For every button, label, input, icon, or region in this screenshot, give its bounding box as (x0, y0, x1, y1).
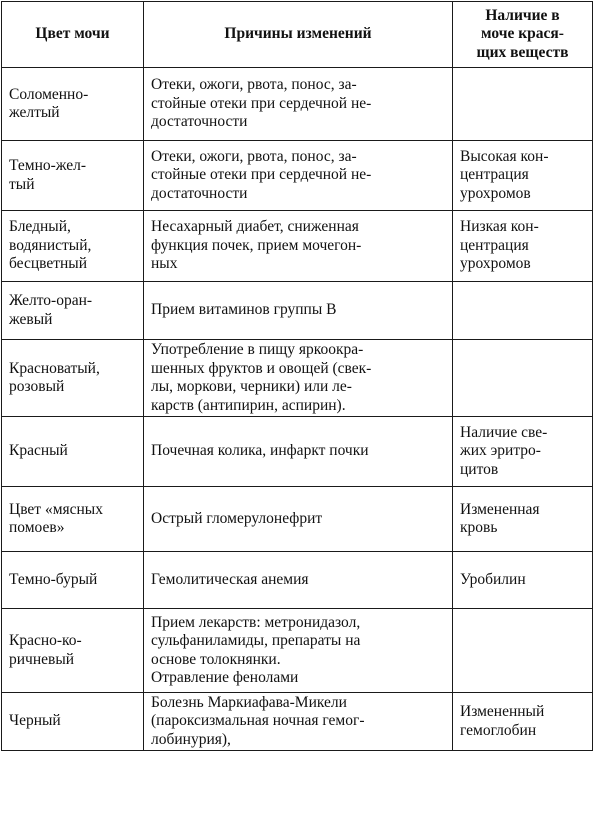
cell-substances-line: жих эритро- (460, 442, 541, 460)
cell-color (2, 211, 144, 282)
urine-color-table (1, 1, 593, 751)
cell-causes (144, 552, 453, 609)
cell-color-line: Темно-бурый (9, 570, 98, 588)
cell-substances-line: урохромов (460, 255, 531, 273)
table-row (2, 211, 593, 282)
table-row (2, 282, 593, 340)
cell-color (2, 552, 144, 609)
cell-causes-line: Употребление в пищу яркоокра- (151, 341, 364, 358)
table-row (2, 552, 593, 609)
cell-causes-line: Почечная колика, инфаркт почки (151, 442, 369, 460)
cell-causes-line: Несахарный диабет, сниженная (151, 218, 359, 236)
table-row (2, 417, 593, 487)
cell-color (2, 282, 144, 340)
header-row (2, 2, 593, 68)
cell-causes (144, 141, 453, 211)
cell-causes-line: (пароксизмальная ночная гемог- (151, 712, 365, 730)
cell-color-line: Соломенно- (9, 85, 89, 103)
cell-causes-line: Отравление фенолами (151, 669, 299, 686)
cell-causes-line: стойные отеки при сердечной не- (151, 166, 372, 184)
cell-color-line: Бледный, (9, 218, 71, 236)
cell-substances (453, 552, 593, 609)
cell-substances (453, 340, 593, 417)
cell-color-line: ричневый (9, 650, 75, 668)
cell-substances (453, 693, 593, 751)
cell-substances (453, 417, 593, 487)
cell-color-line: водянистый, (9, 236, 92, 254)
table-row (2, 487, 593, 552)
table-row (2, 609, 593, 693)
cell-causes (144, 487, 453, 552)
cell-color (2, 141, 144, 211)
table-row (2, 693, 593, 751)
cell-causes (144, 68, 453, 141)
cell-substances-line: центрация (460, 236, 529, 254)
cell-color (2, 693, 144, 751)
header-causes: Причины изменений (144, 2, 453, 68)
cell-causes-line: Отеки, ожоги, рвота, понос, за- (151, 76, 357, 94)
cell-causes-line: Прием витаминов группы В (151, 301, 337, 319)
cell-color-line: желтый (9, 104, 60, 121)
cell-causes-line: карств (антипирин, аспирин). (151, 396, 346, 414)
cell-color-line: Красно-ко- (9, 632, 82, 649)
cell-substances (453, 487, 593, 552)
cell-causes-line: Гемолитическая анемия (151, 570, 309, 588)
cell-causes-line: достаточности (151, 184, 248, 202)
cell-substances (453, 609, 593, 693)
cell-causes-line: сульфаниламиды, препараты на (151, 632, 361, 649)
header-color: Цвет мочи (2, 2, 144, 68)
cell-causes (144, 340, 453, 417)
cell-substances-line: Измененная (460, 500, 540, 518)
header-substances-line: щих веществ (476, 43, 569, 61)
cell-color-line: жевый (9, 310, 53, 328)
cell-substances-line: гемоглобин (460, 721, 537, 739)
cell-color (2, 340, 144, 417)
cell-color-line: помоев» (9, 519, 65, 536)
cell-causes-line: Острый гломерулонефрит (151, 509, 323, 527)
cell-substances-line: Высокая кон- (460, 147, 549, 165)
cell-color-line: Красноватый, (9, 359, 100, 377)
cell-causes-line: ных (151, 255, 178, 273)
cell-causes-line: Отеки, ожоги, рвота, понос, за- (151, 147, 357, 165)
cell-causes (144, 693, 453, 751)
cell-substances-line: Уробилин (460, 570, 526, 588)
table-row (2, 340, 593, 417)
cell-color (2, 417, 144, 487)
cell-substances (453, 141, 593, 211)
cell-substances (453, 68, 593, 141)
cell-substances (453, 211, 593, 282)
cell-color (2, 68, 144, 141)
cell-color (2, 609, 144, 693)
cell-substances-line: Низкая кон- (460, 218, 539, 236)
cell-substances-line: Измененный (460, 703, 545, 720)
cell-causes-line: Болезнь Маркиафава-Микели (151, 693, 347, 711)
cell-color (2, 487, 144, 552)
cell-color-line: Черный (9, 712, 61, 730)
cell-substances-line: кровь (460, 519, 498, 536)
table-row (2, 141, 593, 211)
cell-causes-line: Прием лекарств: метронидазол, (151, 613, 361, 631)
cell-causes-line: лобинурия), (151, 730, 231, 748)
cell-color-line: бесцветный (9, 255, 88, 273)
cell-causes (144, 417, 453, 487)
cell-substances-line: Наличие све- (460, 423, 548, 441)
header-substances-line: Наличие в (485, 6, 560, 24)
cell-causes (144, 609, 453, 693)
cell-substances-line: урохромов (460, 184, 531, 202)
header-substances-line: моче крася- (481, 25, 564, 43)
table-row (2, 68, 593, 141)
cell-causes (144, 211, 453, 282)
cell-color-line: розовый (9, 378, 65, 395)
cell-causes-line: стойные отеки при сердечной не- (151, 94, 372, 112)
cell-color-line: Цвет «мясных (9, 500, 103, 518)
cell-causes-line: функция почек, прием мочегон- (151, 236, 362, 254)
cell-causes-line: лы, моркови, черники) или ле- (151, 378, 352, 395)
cell-causes-line: шенных фруктов и овощей (свек- (151, 359, 372, 377)
cell-color-line: Красный (9, 442, 68, 460)
cell-causes-line: достаточности (151, 113, 248, 131)
cell-substances-line: центрация (460, 166, 529, 184)
header-substances (453, 2, 593, 68)
cell-color-line: Темно-жел- (9, 157, 87, 174)
cell-causes (144, 282, 453, 340)
cell-causes-line: основе толокнянки. (151, 650, 281, 668)
cell-substances-line: цитов (460, 460, 499, 478)
cell-color-line: тый (9, 175, 35, 193)
cell-color-line: Желто-оран- (9, 292, 93, 309)
cell-substances (453, 282, 593, 340)
